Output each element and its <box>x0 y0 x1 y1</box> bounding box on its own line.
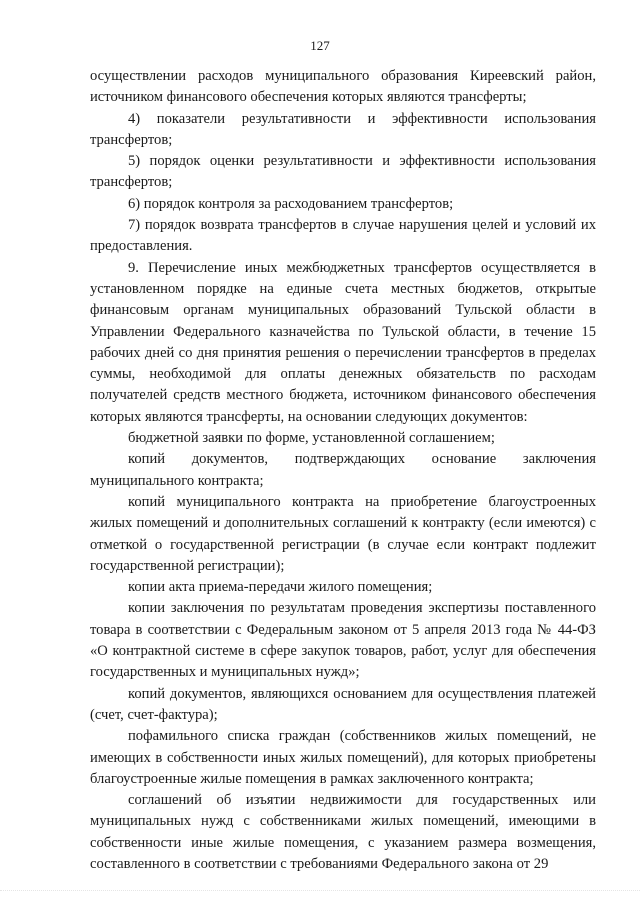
paragraph-citizens-list: пофамильного списка граждан (собственников жилых помещений, не имеющих в собственности иных жилых помещений), для которых приобретены благоустроенные жилые помещения в рамках заключенного контракта; <box>90 728 596 787</box>
paragraph-item-7: 7) порядок возврата трансфертов в случае нарушения целей и условий их предоставления. <box>90 217 596 255</box>
paragraph-payment-docs: копий документов, являющихся основанием для осуществления платежей (счет, счет-фактура); <box>90 685 596 723</box>
paragraph-expertise-conclusion: копии заключения по результатам проведения экспертизы поставленного товара в соответствии с Федеральным законом от 5 апреля 2013 года № 44-ФЗ «О контрактной системе в сфере закупок товаров, работ, услуг для обеспечения государственных и муниципальных нужд»; <box>90 600 596 681</box>
paragraph-contract-basis-docs: копий документов, подтверждающих основание заключения муниципального контракта; <box>90 451 596 489</box>
paragraph-budget-request: бюджетной заявки по форме, установленной соглашением; <box>128 430 495 447</box>
paragraph-item-6: 6) порядок контроля за расходованием трансфертов; <box>128 195 454 212</box>
paragraph-item-5: 5) порядок оценки результативности и эффективности использования трансфертов; <box>90 153 596 191</box>
page-number: 127 <box>310 38 330 53</box>
paragraph-continuation: осуществлении расходов муниципального образования Киреевский район, источником финансового обеспечения которых являются трансферты; <box>90 68 596 106</box>
paragraph-section-9: 9. Перечисление иных межбюджетных трансфертов осуществляется в установленном порядке на единые счета местных бюджетов, открытые финансовым органам муниципальных образований Тульской области в Управлении Федерального казначейства по Тульской области, в течение 15 рабочих дней со дня принятия решения о перечислении трансфертов в пределах суммы, необходимой для оплаты денежных обязательств по расходам получателей средств местного бюджета, источником финансового обеспечения которых являются трансферты, на основании следующих документов: <box>90 259 596 425</box>
paragraph-transfer-act: копии акта приема-передачи жилого помещения; <box>128 579 433 596</box>
document-body <box>90 66 596 875</box>
paragraph-contract-copies: копий муниципального контракта на приобретение благоустроенных жилых помещений и дополнительных соглашений к контракту (если имеются) с отметкой о государственной регистрации (в случае если контракт подлежит государственной регистрации); <box>90 493 596 574</box>
scan-artifact-line <box>0 890 640 897</box>
paragraph-seizure-agreements: соглашений об изъятии недвижимости для государственных или муниципальных нужд с собственниками жилых помещений, имеющими в собственности иные жилые помещения, с указанием размера возмещения, составленного в соответствии с требованиями Федерального закона от 29 <box>90 792 596 872</box>
paragraph-item-4: 4) показатели результативности и эффективности использования трансфертов; <box>90 110 596 148</box>
